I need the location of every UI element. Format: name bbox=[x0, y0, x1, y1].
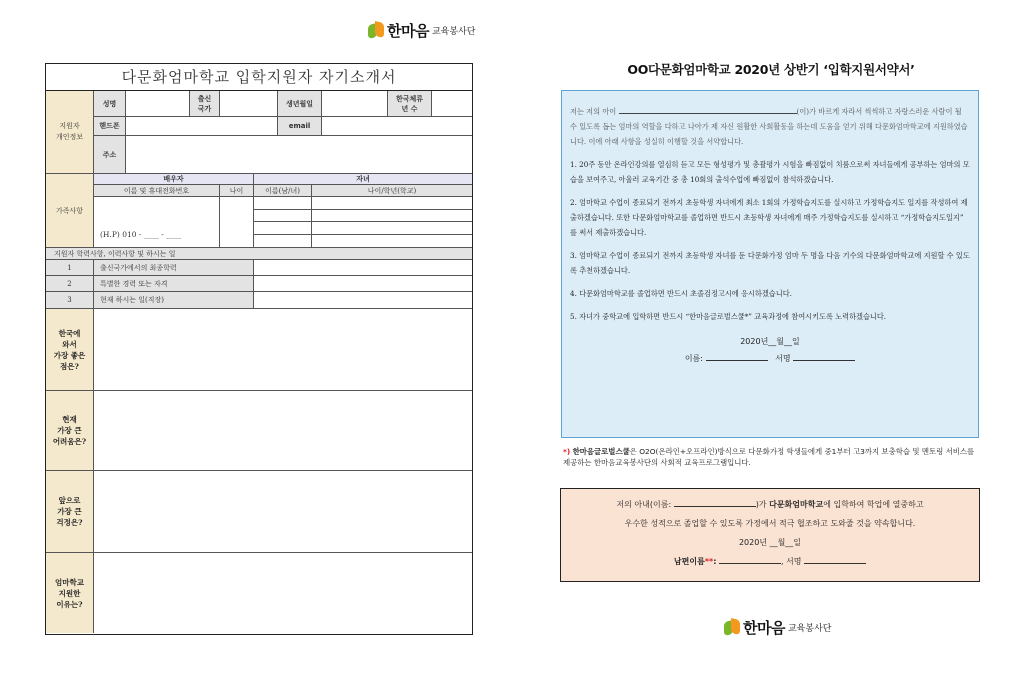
husband-date: 2020년 __월__일 bbox=[738, 538, 802, 547]
pledge-name-blank[interactable] bbox=[706, 353, 768, 361]
name-field[interactable] bbox=[126, 91, 190, 117]
child-name-col: 이름(남/녀) bbox=[254, 185, 312, 197]
child-name-field[interactable] bbox=[254, 210, 312, 222]
spouse-age-field[interactable] bbox=[220, 197, 254, 248]
form-title: 다문화엄마학교 입학지원자 자기소개서 bbox=[46, 64, 472, 91]
answer-field[interactable] bbox=[94, 391, 472, 471]
address-label: 주소 bbox=[94, 136, 126, 174]
question-label: 한국에 와서 가장 좋은 점은? bbox=[46, 309, 94, 391]
address-field[interactable] bbox=[126, 136, 472, 174]
pledge-item: 3. 엄마학교 수업이 종료되기 전까지 초등학생 자녀를 둔 다문화가정 엄마 두 명을 다음 기수의 다문화엄마학교에 지원할 수 있도록 추천하겠습니다. bbox=[570, 251, 970, 275]
birth-country-label: 출신 국가 bbox=[190, 91, 220, 117]
child-age-grade-col: 나이/학년(학교) bbox=[312, 185, 472, 197]
pledge-item: 5. 자녀가 중학교에 입학하면 반드시 “한마음글로벌스쿨*” 교육과정에 참여시키도록 노력하겠습니다. bbox=[570, 312, 887, 321]
child-age-field[interactable] bbox=[312, 210, 472, 222]
wife-name-blank[interactable] bbox=[674, 499, 756, 507]
husband-sign-blank[interactable] bbox=[804, 556, 866, 564]
child-name-field[interactable] bbox=[254, 197, 312, 210]
spouse-header: 배우자 bbox=[94, 174, 254, 185]
logo-main-text: 한마음 bbox=[743, 619, 785, 637]
child-age-field[interactable] bbox=[312, 235, 472, 248]
self-introduction-form bbox=[45, 63, 473, 635]
years-in-korea-label: 한국체류 년 수 bbox=[388, 91, 432, 117]
spouse-name-phone-col: 이름 및 휴대전화번호 bbox=[94, 185, 220, 197]
child-age-field[interactable] bbox=[312, 197, 472, 210]
birth-country-field[interactable] bbox=[220, 91, 278, 117]
question-label: 앞으로 가장 큰 걱정은? bbox=[46, 471, 94, 553]
answer-field[interactable] bbox=[94, 471, 472, 553]
logo-sub-text: 교육봉사단 bbox=[787, 624, 832, 634]
email-field[interactable] bbox=[322, 117, 472, 136]
pledge-date: 2020년__월__일 bbox=[740, 337, 800, 346]
footnote-bold: 한마음글로벌스쿨 bbox=[572, 447, 630, 456]
history-num: 3 bbox=[46, 292, 94, 309]
pledge-item: 4. 다문화엄마학교를 졸업하면 반드시 초졸검정고시에 응시하겠습니다. bbox=[570, 289, 792, 298]
pledge-name-label: 이름: bbox=[684, 354, 703, 363]
phone-label: 핸드폰 bbox=[94, 117, 126, 136]
pledge-title: OO다문화엄마학교 2020년 상반기 ‘입학지원서약서’ bbox=[627, 62, 915, 77]
child-name-field[interactable] bbox=[254, 222, 312, 235]
logo-bottom bbox=[724, 617, 831, 638]
logo-top bbox=[368, 20, 475, 41]
history-field[interactable] bbox=[254, 260, 472, 276]
spouse-phone-field[interactable]: (H.P) 010 - ____ - ____ bbox=[94, 197, 220, 248]
husband-signature-line bbox=[561, 556, 979, 567]
intro-text-a: 저는 저의 아이 bbox=[570, 107, 617, 116]
name-label: 성명 bbox=[94, 91, 126, 117]
history-num: 1 bbox=[46, 260, 94, 276]
footnote-star: *) bbox=[563, 447, 571, 456]
husband-text: 에 입학하여 학업에 열중하고 bbox=[823, 500, 924, 509]
footnote bbox=[563, 446, 983, 468]
pledge-box bbox=[561, 90, 979, 438]
husband-line-2: 우수한 성적으로 졸업할 수 있도록 가정에서 적극 협조하고 도와줄 것을 약속합니다. bbox=[624, 519, 916, 528]
husband-text: 저의 아내(이름: bbox=[616, 500, 672, 509]
phone-field[interactable] bbox=[126, 117, 278, 136]
question-label: 현재 가장 큰 어려움은? bbox=[46, 391, 94, 471]
pledge-item: 2. 엄마학교 수업이 종료되기 전까지 초등학생 자녀에게 최소 1회의 가정학습지도를 실시하고 가정학습지도 일지를 작성하여 제출하겠습니다. 또한 다문화엄마학교를 졸업하면 반드시 초등학생 자녀에게 매주 가정학습지도를 실시하고 “가정학습지도일지” 를 써서 제출하겠습니다. bbox=[570, 198, 968, 237]
family-section-label: 가족사항 bbox=[46, 174, 94, 248]
history-num: 2 bbox=[46, 276, 94, 292]
children-header: 자녀 bbox=[254, 174, 472, 185]
pledge-sign-blank[interactable] bbox=[793, 353, 855, 361]
husband-sign-label: , 서명 bbox=[780, 557, 802, 566]
pledge-item: 1. 20주 동안 온라인강의를 열심히 듣고 모든 형성평가 및 총괄평가 시험을 빠짐없이 치룸으로써 자녀들에게 공부하는 엄마의 모습을 보여주고, 아울러 교육기간 중 총 10회의 출석수업에 빠짐없이 참석하겠습니다. bbox=[570, 160, 970, 184]
history-header: 지원자 학력사항, 이력사항 및 하시는 일 bbox=[46, 248, 472, 260]
answer-field[interactable] bbox=[94, 309, 472, 391]
pledge-signature-line bbox=[570, 353, 970, 364]
husband-bold-text: 다문화엄마학교 bbox=[769, 500, 824, 509]
history-field[interactable] bbox=[254, 292, 472, 309]
pledge-sign-label: 서명 bbox=[775, 354, 791, 363]
footnote-text: 은 O2O(온라인+오프라인)방식으로 다문화가정 학생들에게 중1부터 고3까지 보충학습 및 멘토링 서비스를 제공하는 한마음교육봉사단의 사회적 교육프로그램입니다. bbox=[563, 447, 975, 467]
years-in-korea-field[interactable] bbox=[432, 91, 472, 117]
child-age-field[interactable] bbox=[312, 222, 472, 235]
child-name-field[interactable] bbox=[254, 235, 312, 248]
intro-text-b: (이)가 바르게 자라서 씩씩하고 자랑스러운 사람이 될 수 있도록 돕는 엄마의 역할을 다하고 나아가 제 자신 원활한 사회활동을 하는데 도움을 얻기 위해 다문화엄마학교에 지원하였습니다. 이에 아래 사항을 성실히 이행할 것을 서약합니다. bbox=[570, 107, 968, 146]
logo-mark-icon bbox=[724, 619, 740, 637]
husband-name-blank[interactable] bbox=[719, 556, 781, 564]
birthdate-label: 생년월일 bbox=[278, 91, 322, 117]
husband-consent-box bbox=[560, 488, 980, 582]
history-label: 현재 하시는 일(직장) bbox=[94, 292, 254, 309]
history-label: 출신국가에서의 최종학력 bbox=[94, 260, 254, 276]
child-name-blank[interactable] bbox=[619, 106, 797, 114]
husband-name-label: 남편이름 bbox=[673, 557, 705, 566]
logo-main-text: 한마음 bbox=[387, 22, 429, 40]
logo-sub-text: 교육봉사단 bbox=[431, 27, 476, 37]
spouse-age-col: 나이 bbox=[220, 185, 254, 197]
logo-mark-icon bbox=[368, 22, 384, 40]
husband-colon: : bbox=[713, 557, 717, 566]
history-label: 특별한 경력 또는 자격 bbox=[94, 276, 254, 292]
email-label: email bbox=[278, 117, 322, 136]
question-label: 엄마학교 지원한 이유는? bbox=[46, 553, 94, 633]
birthdate-field[interactable] bbox=[322, 91, 388, 117]
husband-text: )가 bbox=[755, 500, 767, 509]
answer-field[interactable] bbox=[94, 553, 472, 633]
applicant-section-label: 지원자 개인정보 bbox=[46, 91, 94, 174]
husband-stars: ** bbox=[704, 557, 714, 566]
history-field[interactable] bbox=[254, 276, 472, 292]
husband-line-1 bbox=[561, 499, 979, 510]
pledge-intro bbox=[570, 104, 970, 149]
